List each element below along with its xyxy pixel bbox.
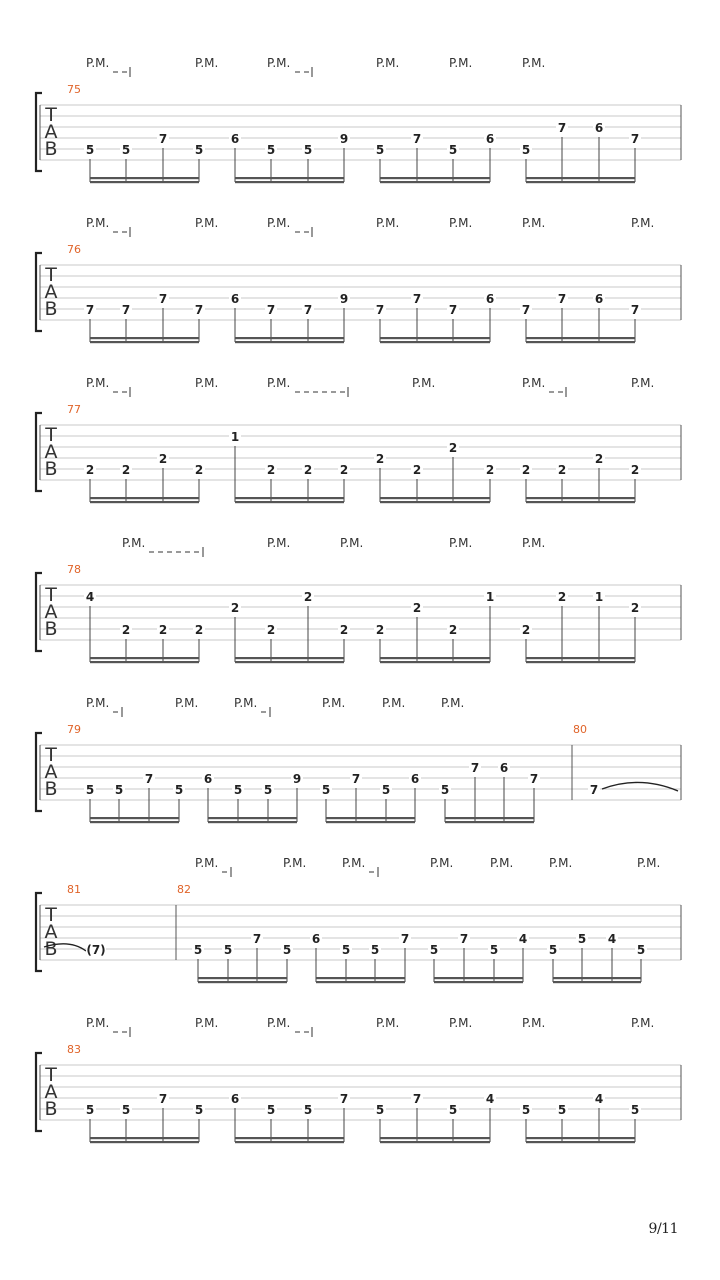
measure-number: 75: [67, 83, 81, 96]
fret-number: 5: [193, 943, 203, 957]
beam: [380, 501, 490, 503]
fret-number: 5: [630, 1103, 640, 1117]
fret-number: 7: [459, 932, 469, 946]
fret-number: 7: [557, 121, 567, 135]
fret-number: 6: [311, 932, 321, 946]
fret-number: 2: [412, 463, 422, 477]
palm-mute-label: P.M.: [522, 536, 546, 550]
palm-mute-label: P.M.: [376, 216, 400, 230]
fret-number: 5: [381, 783, 391, 797]
fret-number: 5: [282, 943, 292, 957]
fret-number: 4: [607, 932, 617, 946]
fret-number: 1: [594, 590, 604, 604]
fret-number: 7: [158, 132, 168, 146]
fret-number: 5: [266, 1103, 276, 1117]
palm-mute-label: P.M.: [195, 376, 219, 390]
fret-number: 6: [499, 761, 509, 775]
fret-number: 4: [485, 1092, 495, 1106]
fret-number: 6: [230, 292, 240, 306]
palm-mute-label: P.M.: [122, 536, 146, 550]
beam: [90, 177, 199, 179]
fret-number: 5: [194, 143, 204, 157]
beam: [526, 661, 635, 663]
palm-mute-label: P.M.: [430, 856, 454, 870]
fret-number: 6: [410, 772, 420, 786]
palm-mute-label: P.M.: [234, 696, 258, 710]
palm-mute-label: P.M.: [267, 376, 291, 390]
beam: [235, 1137, 344, 1139]
fret-number: 7: [303, 303, 313, 317]
tab-system: [36, 216, 681, 343]
fret-number: 7: [557, 292, 567, 306]
beam: [90, 341, 199, 343]
beam: [198, 981, 287, 983]
measure-number: 77: [67, 403, 81, 416]
fret-number: 7: [194, 303, 204, 317]
fret-number: 2: [121, 623, 131, 637]
fret-number: 7: [144, 772, 154, 786]
fret-number: 5: [375, 1103, 385, 1117]
fret-number: 7: [470, 761, 480, 775]
measure-number: 80: [573, 723, 587, 736]
palm-mute-label: P.M.: [549, 856, 573, 870]
fret-number: 5: [114, 783, 124, 797]
fret-number: 2: [230, 601, 240, 615]
palm-mute-label: P.M.: [637, 856, 661, 870]
fret-number: 2: [339, 623, 349, 637]
beam: [316, 977, 405, 979]
tab-clef-letter: T: [45, 904, 57, 926]
fret-number: 5: [548, 943, 558, 957]
fret-number: 5: [577, 932, 587, 946]
beam: [380, 181, 490, 183]
tab-clef-letter: T: [45, 424, 57, 446]
palm-mute-label: P.M.: [175, 696, 199, 710]
tab-clef-letter: A: [44, 121, 58, 143]
beam: [235, 341, 344, 343]
beam: [235, 1141, 344, 1143]
fret-number: 6: [594, 121, 604, 135]
fret-number: 5: [194, 1103, 204, 1117]
beam: [553, 981, 641, 983]
beam: [208, 821, 297, 823]
palm-mute-label: P.M.: [441, 696, 465, 710]
tab-clef-letter: B: [44, 938, 58, 960]
palm-mute-label: P.M.: [322, 696, 346, 710]
fret-number: 2: [194, 623, 204, 637]
fret-number: 5: [303, 143, 313, 157]
tab-clef-letter: B: [44, 138, 58, 160]
palm-mute-label: P.M.: [449, 536, 473, 550]
palm-mute-label: P.M.: [522, 376, 546, 390]
fret-number: 5: [440, 783, 450, 797]
palm-mute-label: P.M.: [86, 1016, 110, 1030]
fret-number: 2: [412, 601, 422, 615]
palm-mute-label: P.M.: [631, 1016, 655, 1030]
fret-number: 9: [292, 772, 302, 786]
fret-number: 5: [266, 143, 276, 157]
fret-number: 5: [429, 943, 439, 957]
fret-number: 6: [485, 132, 495, 146]
palm-mute-label: P.M.: [412, 376, 436, 390]
palm-mute-label: P.M.: [86, 696, 110, 710]
fret-number: 5: [521, 1103, 531, 1117]
fret-number: 5: [448, 1103, 458, 1117]
beam: [326, 817, 415, 819]
palm-mute-label: P.M.: [195, 56, 219, 70]
tab-clef-letter: A: [44, 1081, 58, 1103]
fret-number: 5: [121, 1103, 131, 1117]
beam: [90, 661, 199, 663]
fret-number: 5: [85, 783, 95, 797]
beam: [90, 181, 199, 183]
beam: [235, 501, 344, 503]
measure-number: 83: [67, 1043, 81, 1056]
fret-number: 6: [485, 292, 495, 306]
beam: [380, 177, 490, 179]
beam: [380, 1137, 490, 1139]
fret-number: 2: [557, 590, 567, 604]
palm-mute-label: P.M.: [631, 376, 655, 390]
measure-number: 76: [67, 243, 81, 256]
fret-number: 7: [351, 772, 361, 786]
palm-mute-label: P.M.: [522, 216, 546, 230]
beam: [380, 1141, 490, 1143]
fret-number: 4: [518, 932, 528, 946]
beam: [90, 821, 179, 823]
beam: [90, 657, 199, 659]
fret-number: 2: [194, 463, 204, 477]
beam: [235, 337, 344, 339]
fret-number: 2: [266, 463, 276, 477]
beam: [316, 981, 405, 983]
tab-system: [36, 376, 681, 503]
palm-mute-label: P.M.: [631, 216, 655, 230]
beam: [445, 817, 534, 819]
fret-number: 2: [594, 452, 604, 466]
beam: [526, 177, 635, 179]
palm-mute-label: P.M.: [490, 856, 514, 870]
beam: [526, 501, 635, 503]
beam: [553, 977, 641, 979]
tab-clef-letter: A: [44, 921, 58, 943]
fret-number: 7: [412, 1092, 422, 1106]
fret-number: 7: [85, 303, 95, 317]
measure-number: 78: [67, 563, 81, 576]
tab-clef-letter: T: [45, 584, 57, 606]
fret-number: 5: [303, 1103, 313, 1117]
tab-clef-letter: A: [44, 441, 58, 463]
fret-number: 5: [557, 1103, 567, 1117]
fret-number: 2: [375, 452, 385, 466]
fret-number: (7): [86, 943, 106, 957]
palm-mute-label: P.M.: [267, 216, 291, 230]
fret-number: 2: [303, 590, 313, 604]
tie: [602, 782, 678, 791]
beam: [380, 341, 490, 343]
fret-number: 2: [375, 623, 385, 637]
tab-system: [36, 856, 681, 983]
fret-number: 6: [594, 292, 604, 306]
beam: [90, 501, 199, 503]
fret-number: 9: [339, 132, 349, 146]
fret-number: 7: [448, 303, 458, 317]
fret-number: 1: [230, 430, 240, 444]
fret-number: 7: [158, 292, 168, 306]
fret-number: 2: [266, 623, 276, 637]
palm-mute-label: P.M.: [340, 536, 364, 550]
fret-number: 5: [85, 143, 95, 157]
tab-clef-letter: B: [44, 1098, 58, 1120]
fret-number: 2: [158, 623, 168, 637]
fret-number: 2: [303, 463, 313, 477]
beam: [526, 181, 635, 183]
tab-system: [36, 1016, 681, 1143]
tab-clef-letter: T: [45, 104, 57, 126]
fret-number: 7: [412, 292, 422, 306]
palm-mute-label: P.M.: [449, 1016, 473, 1030]
palm-mute-label: P.M.: [267, 536, 291, 550]
beam: [198, 977, 287, 979]
palm-mute-label: P.M.: [449, 56, 473, 70]
tab-clef-letter: B: [44, 298, 58, 320]
fret-number: 7: [521, 303, 531, 317]
fret-number: 6: [230, 132, 240, 146]
beam: [235, 497, 344, 499]
fret-number: 5: [321, 783, 331, 797]
beam: [526, 1137, 635, 1139]
palm-mute-label: P.M.: [195, 1016, 219, 1030]
fret-number: 5: [375, 143, 385, 157]
palm-mute-label: P.M.: [267, 56, 291, 70]
palm-mute-label: P.M.: [376, 1016, 400, 1030]
palm-mute-label: P.M.: [283, 856, 307, 870]
beam: [380, 497, 490, 499]
palm-mute-label: P.M.: [86, 56, 110, 70]
tab-clef-letter: A: [44, 761, 58, 783]
fret-number: 2: [448, 623, 458, 637]
tab-clef-letter: T: [45, 264, 57, 286]
tab-clef-letter: T: [45, 744, 57, 766]
beam: [90, 817, 179, 819]
fret-number: 2: [557, 463, 567, 477]
tab-clef-letter: A: [44, 601, 58, 623]
measure-number: 81: [67, 883, 81, 896]
fret-number: 5: [121, 143, 131, 157]
fret-number: 2: [448, 441, 458, 455]
palm-mute-label: P.M.: [382, 696, 406, 710]
fret-number: 7: [266, 303, 276, 317]
tab-system: [36, 536, 681, 663]
fret-number: 1: [485, 590, 495, 604]
fret-number: 9: [339, 292, 349, 306]
fret-number: 5: [223, 943, 233, 957]
fret-number: 2: [85, 463, 95, 477]
fret-number: 5: [448, 143, 458, 157]
fret-number: 7: [630, 132, 640, 146]
fret-number: 5: [521, 143, 531, 157]
beam: [526, 337, 635, 339]
fret-number: 7: [121, 303, 131, 317]
palm-mute-label: P.M.: [522, 56, 546, 70]
beam: [235, 181, 344, 183]
fret-number: 2: [521, 623, 531, 637]
fret-number: 5: [489, 943, 499, 957]
fret-number: 5: [636, 943, 646, 957]
beam: [434, 981, 523, 983]
palm-mute-label: P.M.: [86, 216, 110, 230]
tab-clef-letter: B: [44, 618, 58, 640]
fret-number: 2: [630, 463, 640, 477]
fret-number: 7: [375, 303, 385, 317]
tab-clef-letter: B: [44, 458, 58, 480]
beam: [235, 657, 344, 659]
tab-clef-letter: T: [45, 1064, 57, 1086]
beam: [380, 657, 490, 659]
fret-number: 7: [412, 132, 422, 146]
beam: [526, 1141, 635, 1143]
measure-number: 82: [177, 883, 191, 896]
beam: [235, 661, 344, 663]
beam: [445, 821, 534, 823]
fret-number: 5: [263, 783, 273, 797]
fret-number: 7: [400, 932, 410, 946]
fret-number: 2: [521, 463, 531, 477]
fret-number: 2: [485, 463, 495, 477]
beam: [526, 657, 635, 659]
palm-mute-label: P.M.: [342, 856, 366, 870]
beam: [380, 337, 490, 339]
fret-number: 4: [594, 1092, 604, 1106]
beam: [526, 497, 635, 499]
fret-number: 7: [630, 303, 640, 317]
palm-mute-label: P.M.: [449, 216, 473, 230]
palm-mute-label: P.M.: [267, 1016, 291, 1030]
fret-number: 5: [341, 943, 351, 957]
fret-number: 2: [339, 463, 349, 477]
fret-number: 6: [230, 1092, 240, 1106]
beam: [90, 1137, 199, 1139]
fret-number: 2: [121, 463, 131, 477]
beam: [90, 497, 199, 499]
beam: [90, 1141, 199, 1143]
palm-mute-label: P.M.: [195, 216, 219, 230]
beam: [380, 661, 490, 663]
beam: [208, 817, 297, 819]
palm-mute-label: P.M.: [195, 856, 219, 870]
fret-number: 2: [158, 452, 168, 466]
measure-number: 79: [67, 723, 81, 736]
fret-number: 6: [203, 772, 213, 786]
beam: [326, 821, 415, 823]
fret-number: 5: [85, 1103, 95, 1117]
fret-number: 4: [85, 590, 95, 604]
tab-system: [36, 696, 681, 823]
beam: [90, 337, 199, 339]
fret-number: 7: [252, 932, 262, 946]
tab-clef-letter: B: [44, 778, 58, 800]
palm-mute-label: P.M.: [376, 56, 400, 70]
fret-number: 7: [158, 1092, 168, 1106]
page-number: 9/11: [648, 1221, 678, 1237]
tab-system: [36, 56, 681, 183]
fret-number: 7: [339, 1092, 349, 1106]
fret-number: 5: [174, 783, 184, 797]
palm-mute-label: P.M.: [522, 1016, 546, 1030]
palm-mute-label: P.M.: [86, 376, 110, 390]
fret-number: 2: [630, 601, 640, 615]
fret-number: 5: [233, 783, 243, 797]
fret-number: 5: [370, 943, 380, 957]
fret-number: 7: [529, 772, 539, 786]
tab-clef-letter: A: [44, 281, 58, 303]
beam: [526, 341, 635, 343]
fret-number: 7: [589, 783, 599, 797]
beam: [434, 977, 523, 979]
beam: [235, 177, 344, 179]
